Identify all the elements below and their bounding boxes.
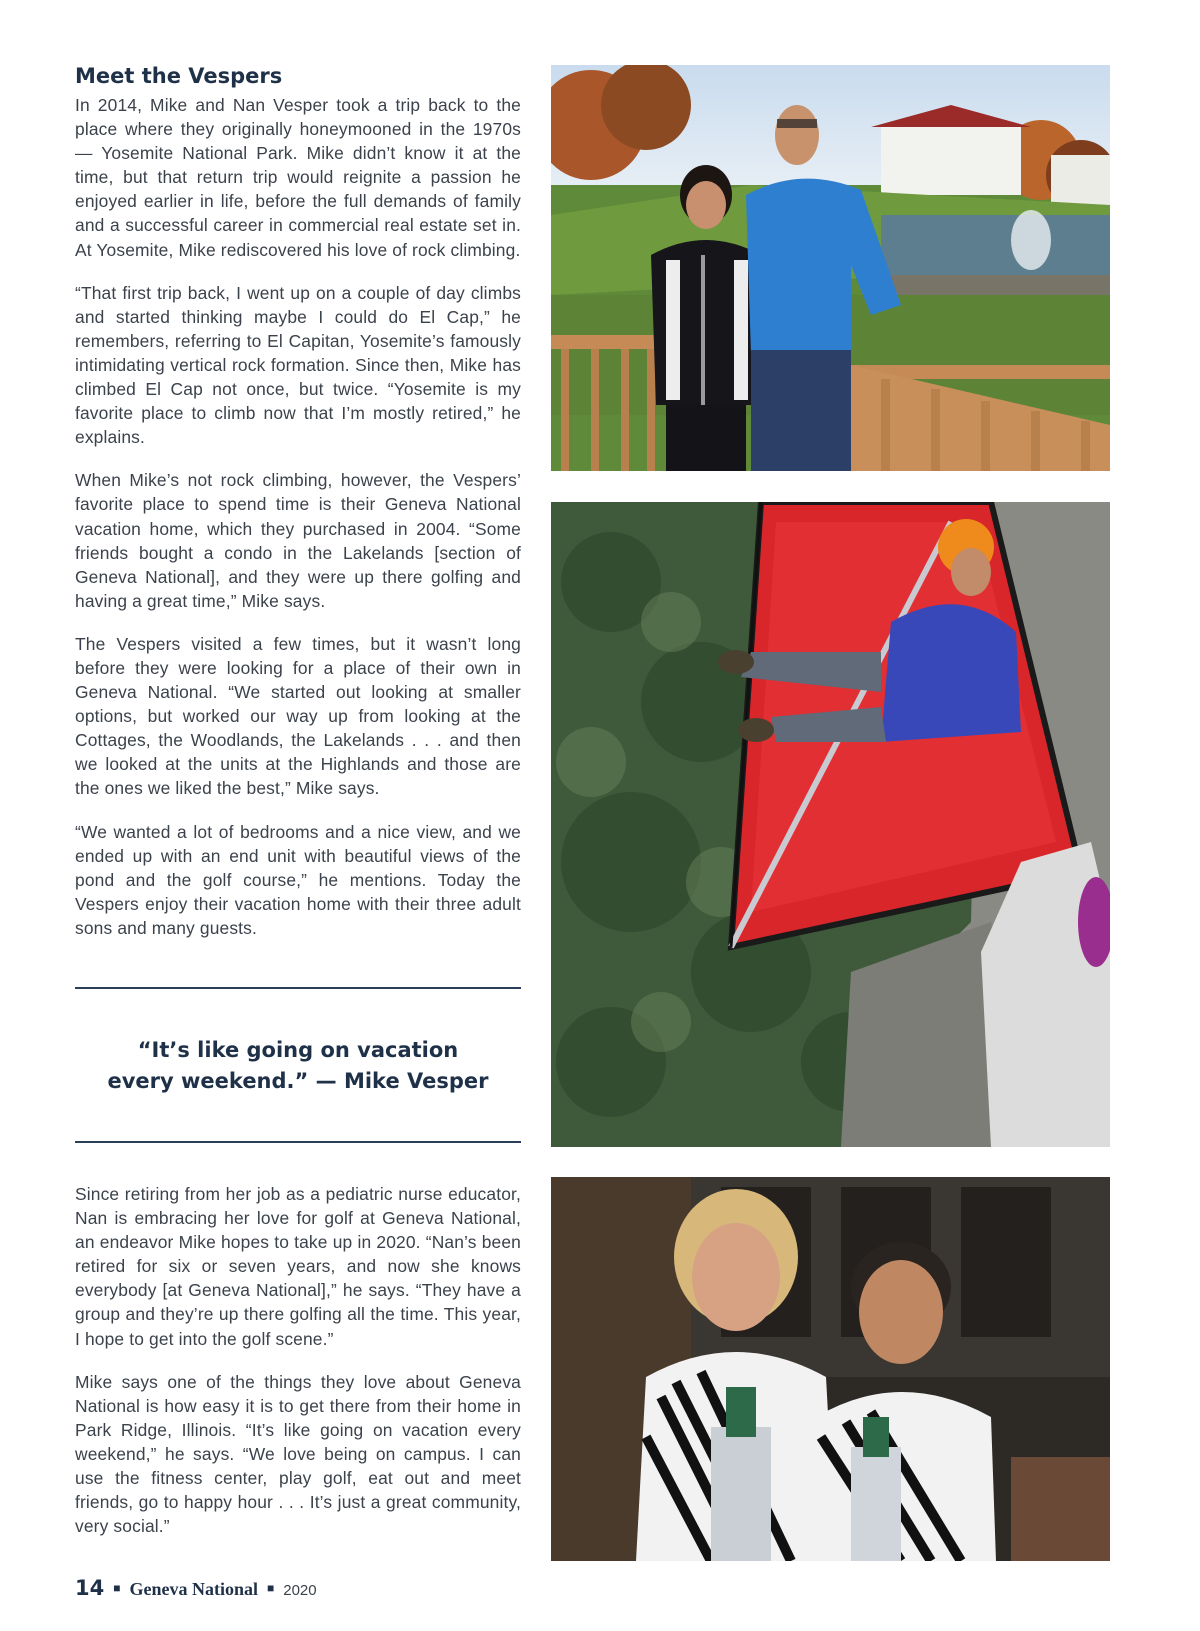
pull-quote-bottom-rule bbox=[75, 1141, 521, 1143]
article-body-top bbox=[75, 93, 521, 940]
photo-portaledge-climb bbox=[551, 502, 1110, 1147]
paragraph: The Vespers visited a few times, but it wasn’t long before they were looking for a place of their own in Geneva National. “We started out looking at smaller options, but worked our way up from looking at the Cottages, the Woodlands, the Lakelands . . . and then we looked at the units at the Highlands and those are the ones we liked the best,” Mike says. bbox=[75, 633, 521, 799]
pull-quote-top-rule bbox=[75, 987, 521, 989]
paragraph: “We wanted a lot of bedrooms and a nice view, and we ended up with an end unit with beautiful views of the pond and the golf course,” he mentions. Today the Vespers enjoy their vacation home with their three adult sons and many guests. bbox=[75, 821, 521, 938]
publication-name: Geneva National bbox=[129, 1579, 258, 1599]
pull-quote-line: every weekend.” — Mike Vesper bbox=[107, 1069, 489, 1093]
article-body-bottom bbox=[75, 1182, 521, 1538]
paragraph: Mike says one of the things they love about Geneva National is how easy it is to get there from their home in Park Ridge, Illinois. “It’s like going on vacation every weekend,” he says. “We love being on campus. I can use the fitness center, play golf, eat out and meet friends, go to happy hour . . . It’s just a great community, very social.” bbox=[75, 1371, 521, 1537]
publication-year: 2020 bbox=[283, 1582, 317, 1599]
page-footer bbox=[75, 1576, 317, 1606]
pull-quote-line: “It’s like going on vacation bbox=[137, 1038, 459, 1062]
photo-nan-and-friend bbox=[551, 1177, 1110, 1561]
pull-quote bbox=[75, 1035, 521, 1097]
paragraph: “That first trip back, I went up on a couple of day climbs and started thinking maybe I could do El Cap,” he remembers, referring to El Capitan, Yosemite’s famously intimidating vertical rock formation. Since then, Mike has climbed El Cap not once, but twice. “Yosemite is my favorite place to climb now that I’m mostly retired,” he explains. bbox=[75, 282, 521, 448]
footer-separator: ■ bbox=[113, 1581, 121, 1595]
photo-vespers-by-pond bbox=[551, 65, 1110, 471]
paragraph: In 2014, Mike and Nan Vesper took a trip back to the place where they originally honeymooned in the 1970s — Yosemite National Park. Mike didn’t know it at the time, but that return trip would reignite a passion he enjoyed earlier in life, before the full demands of family and a successful career in commercial real estate set in. At Yosemite, Mike rediscovered his love of rock climbing. bbox=[75, 95, 521, 260]
paragraph: Since retiring from her job as a pediatric nurse educator, Nan is embracing her love for golf at Geneva National, an endeavor Mike hopes to take up in 2020. “Nan’s been retired for six or seven years, and now she knows everybody [at Geneva National],” he says. “They have a group and they’re up there golfing all the time. This year, I hope to get into the golf scene.” bbox=[75, 1184, 521, 1349]
article-heading: Meet the Vespers bbox=[75, 64, 283, 88]
footer-separator: ■ bbox=[266, 1581, 275, 1595]
page-number: 14 bbox=[75, 1576, 105, 1600]
paragraph: When Mike’s not rock climbing, however, the Vespers’ favorite place to spend time is their Geneva National vacation home, which they purchased in 2004. “Some friends bought a condo in the Lakelands [section of Geneva National], and they were up there golfing and having a great time,” Mike says. bbox=[75, 470, 521, 611]
